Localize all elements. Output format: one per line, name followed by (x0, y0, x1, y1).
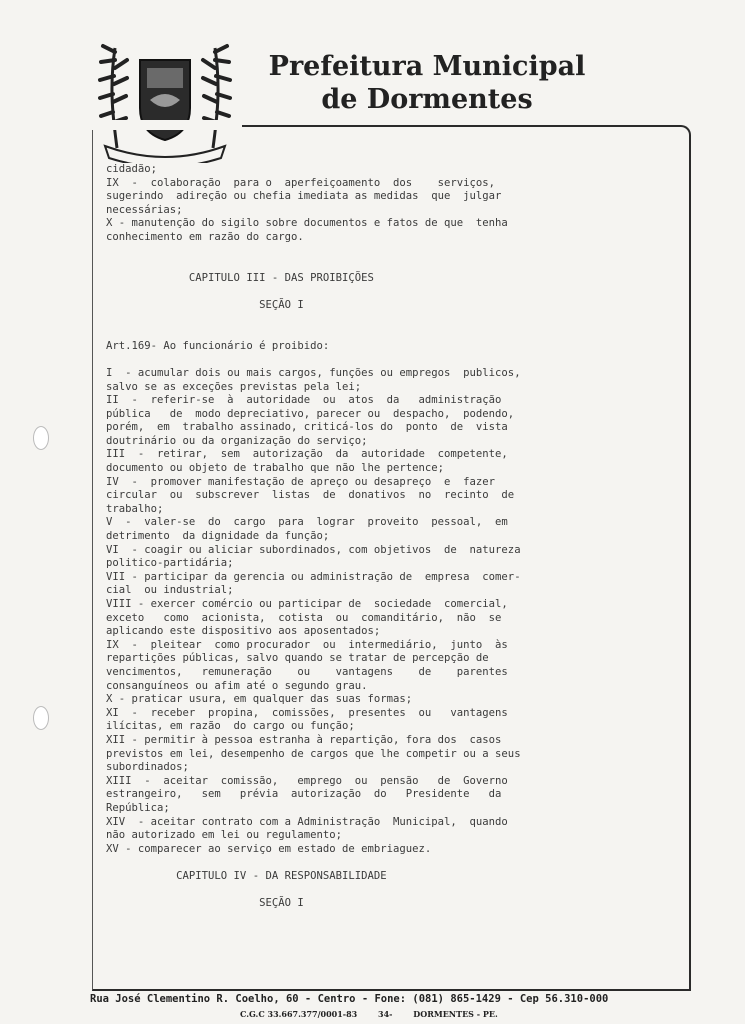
body-line: XIV - aceitar contrato com a Administração Municipal, quando (106, 815, 508, 828)
body-line: doutrinário ou da organização do serviço; (106, 434, 368, 447)
body-line (106, 245, 678, 259)
body-line: consanguíneos ou afim até o segundo grau. (106, 679, 368, 692)
body-line: República; (106, 801, 170, 814)
body-line: detrimento da dignidade da função; (106, 530, 330, 543)
body-line: XV - comparecer ao serviço em estado de embriaguez. (106, 842, 432, 855)
body-line (106, 258, 678, 272)
body-line: V - valer-se do cargo para lograr proveito pessoal, em (106, 516, 508, 529)
footer-address: Rua José Clementino R. Coelho, 60 - Centro - Fone: (081) 865-1429 - Cep 56.310-000 (90, 993, 609, 1005)
document-body (106, 163, 678, 911)
page-title (262, 50, 592, 116)
body-line: VI - coagir ou aliciar subordinados, com objetivos de natureza (106, 543, 521, 556)
body-line: sugerindo adireção ou chefia imediata as medidas que julgar (106, 190, 502, 203)
body-line: repartições públicas, salvo quando se tratar de percepção de (106, 652, 489, 665)
body-line: SEÇÃO I (106, 298, 304, 311)
binder-hole (33, 426, 49, 450)
body-line: salvo se as exceções previstas pela lei; (106, 380, 362, 393)
body-line: conhecimento em razão do cargo. (106, 230, 304, 243)
body-line: trabalho; (106, 502, 164, 515)
body-line (106, 856, 678, 870)
body-line: III - retirar, sem autorização da autoridade competente, (106, 448, 508, 461)
body-line: documento ou objeto de trabalho que não lhe pertence; (106, 462, 445, 475)
body-line: CAPITULO IV - DA RESPONSABILIDADE (106, 869, 387, 882)
body-line: necessárias; (106, 203, 183, 216)
body-line: XIII - aceitar comissão, emprego ou pensão de Governo (106, 774, 508, 787)
body-line: I - acumular dois ou mais cargos, funções ou empregos publicos, (106, 366, 521, 379)
body-line: exceto como acionista, cotista ou comanditário, não se (106, 611, 502, 624)
body-line: subordinados; (106, 761, 189, 774)
body-line: aplicando este dispositivo aos aposentados; (106, 625, 381, 638)
body-line: porém, em trabalho assinado, criticá-los do ponto de vista (106, 421, 508, 434)
body-line: pública de modo depreciativo, parecer ou despacho, podendo, (106, 407, 515, 420)
body-line: SEÇÃO I (106, 897, 304, 910)
border-gap (92, 120, 242, 130)
body-line (106, 883, 678, 897)
body-line: circular ou subscrever listas de donativos no recinto de (106, 489, 515, 502)
body-line: XI - receber propina, comissões, presentes ou vantagens (106, 706, 508, 719)
body-line: cial ou industrial; (106, 584, 234, 597)
title-line-2: de Dormentes (321, 84, 533, 115)
body-line: vencimentos, remuneração ou vantagens de parentes (106, 665, 508, 678)
body-line: Art.169- Ao funcionário é proibido: (106, 339, 330, 352)
body-line: não autorizado em lei ou regulamento; (106, 829, 342, 842)
body-line: VII - participar da gerencia ou administração de empresa comer- (106, 570, 521, 583)
body-line: XII - permitir à pessoa estranha à repartição, fora dos casos (106, 733, 502, 746)
body-line (106, 326, 678, 340)
body-line (106, 313, 678, 327)
body-line: VIII - exercer comércio ou participar de sociedade comercial, (106, 598, 508, 610)
body-line: cidadão; (106, 163, 158, 175)
body-line: X - praticar usura, em qualquer das suas formas; (106, 693, 413, 706)
title-line-1: Prefeitura Municipal (268, 51, 586, 82)
body-line: X - manutenção do sigilo sobre documentos e fatos de que tenha (106, 217, 508, 230)
body-line: IV - promover manifestação de apreço ou desapreço e fazer (106, 475, 496, 488)
body-line: previstos em lei, desempenho de cargos que lhe competir ou a seus (106, 747, 521, 760)
body-line: CAPITULO III - DAS PROIBIÇÕES (106, 271, 374, 284)
body-line (106, 353, 678, 367)
footer-city: DORMENTES - PE. (413, 1009, 498, 1019)
body-line (106, 285, 678, 299)
footer-cgc: C.G.C 33.667.377/0001-83 (240, 1009, 358, 1019)
body-line: IX - colaboração para o aperfeiçoamento dos serviços, (106, 176, 496, 189)
footer-info (240, 1009, 516, 1019)
body-line: politico-partidária; (106, 557, 234, 570)
body-line: IX - pleitear como procurador ou intermediário, junto às (106, 638, 508, 651)
binder-hole (33, 706, 49, 730)
page-number: 34- (378, 1009, 393, 1019)
body-line: estrangeiro, sem prévia autorização do Presidente da (106, 788, 502, 801)
body-line: ilícitas, em razão do cargo ou função; (106, 720, 355, 733)
body-line: II - referir-se à autoridade ou atos da administração (106, 394, 502, 407)
